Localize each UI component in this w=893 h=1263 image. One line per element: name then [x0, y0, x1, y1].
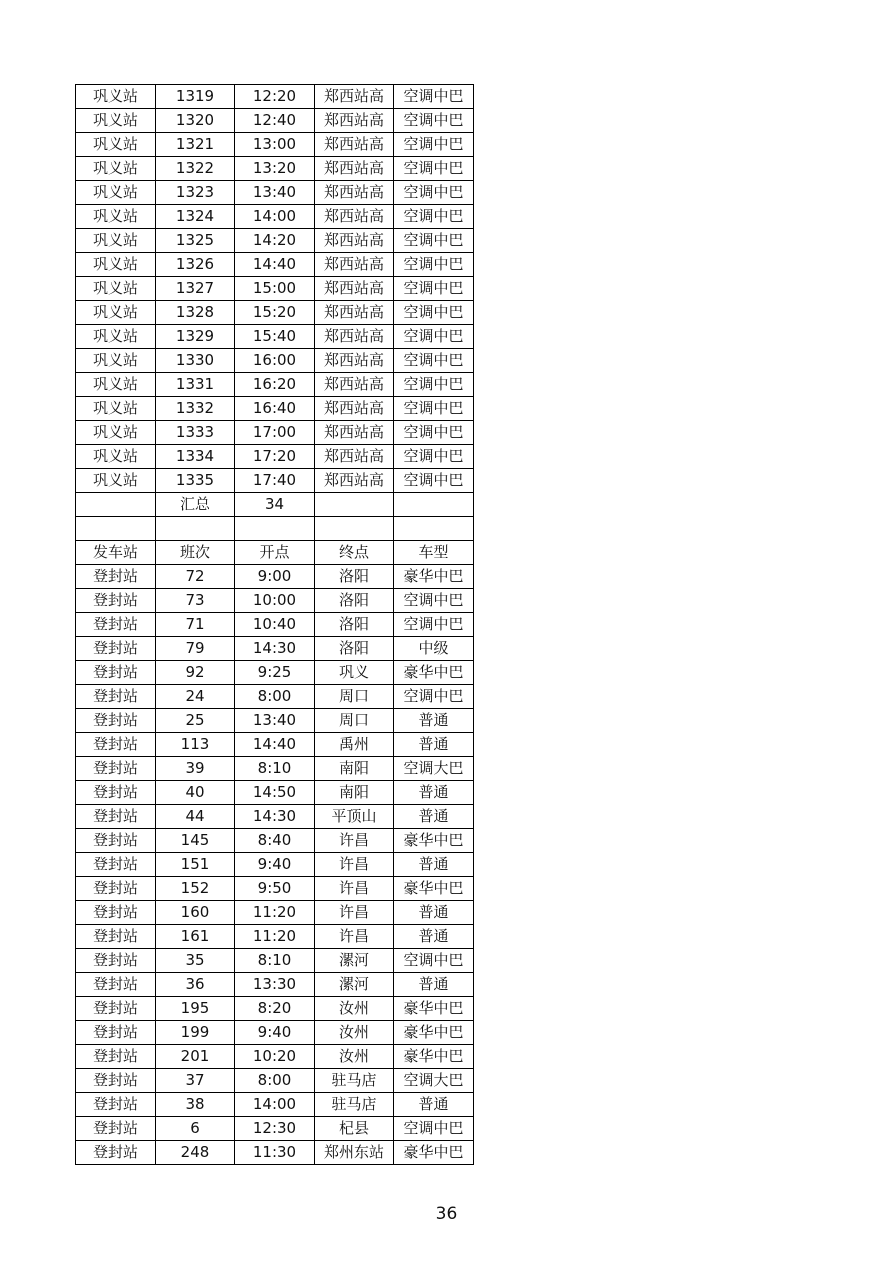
- table-row: [76, 349, 474, 373]
- table-row: [76, 1141, 474, 1165]
- trip-number-cell: 113: [156, 733, 235, 757]
- trip-number-cell: 40: [156, 781, 235, 805]
- table-row: [76, 181, 474, 205]
- departure-time-cell: 13:20: [235, 157, 315, 181]
- page-number: 36: [435, 1204, 458, 1224]
- departure-time-cell: 11:20: [235, 925, 315, 949]
- vehicle-type-cell: 空调中巴: [394, 109, 474, 133]
- departure-station-cell: 登封站: [76, 781, 156, 805]
- destination-cell: 郑西站高: [315, 253, 394, 277]
- departure-time-cell: 14:40: [235, 253, 315, 277]
- departure-station-cell: 巩义站: [76, 397, 156, 421]
- destination-cell: 周口: [315, 709, 394, 733]
- departure-time-cell: 16:00: [235, 349, 315, 373]
- vehicle-type-cell: 普通: [394, 709, 474, 733]
- destination-cell: 南阳: [315, 781, 394, 805]
- departure-time-cell: 11:30: [235, 1141, 315, 1165]
- departure-station-cell: 巩义站: [76, 133, 156, 157]
- trip-number-cell: 1319: [156, 85, 235, 109]
- departure-station-cell: 登封站: [76, 1141, 156, 1165]
- departure-time-cell: 11:20: [235, 901, 315, 925]
- departure-time-cell: 34: [235, 493, 315, 517]
- departure-station-cell: 登封站: [76, 685, 156, 709]
- departure-time-cell: 14:00: [235, 1093, 315, 1117]
- departure-time-cell: 9:00: [235, 565, 315, 589]
- trip-number-cell: 1330: [156, 349, 235, 373]
- destination-cell: 郑西站高: [315, 445, 394, 469]
- destination-cell: 郑西站高: [315, 373, 394, 397]
- vehicle-type-cell: 空调中巴: [394, 1117, 474, 1141]
- table-row: [76, 325, 474, 349]
- trip-number-cell: 1331: [156, 373, 235, 397]
- departure-time-cell: 15:00: [235, 277, 315, 301]
- destination-cell: 郑西站高: [315, 181, 394, 205]
- departure-station-cell: 巩义站: [76, 85, 156, 109]
- departure-time-cell: 9:50: [235, 877, 315, 901]
- departure-station-cell: 登封站: [76, 829, 156, 853]
- trip-number-cell: 24: [156, 685, 235, 709]
- trip-number-cell: 152: [156, 877, 235, 901]
- table-row: [76, 733, 474, 757]
- table-row: [76, 853, 474, 877]
- departure-station-cell: 巩义站: [76, 373, 156, 397]
- trip-number-cell: 160: [156, 901, 235, 925]
- trip-number-cell: 39: [156, 757, 235, 781]
- vehicle-type-cell: 空调中巴: [394, 301, 474, 325]
- bus-schedule-table: [75, 84, 474, 1165]
- vehicle-type-cell: 普通: [394, 925, 474, 949]
- departure-station-cell: 巩义站: [76, 421, 156, 445]
- trip-number-cell: 35: [156, 949, 235, 973]
- trip-number-cell: 1328: [156, 301, 235, 325]
- departure-station-cell: 巩义站: [76, 229, 156, 253]
- destination-cell: 郑西站高: [315, 469, 394, 493]
- vehicle-type-cell: 空调中巴: [394, 229, 474, 253]
- trip-number-cell: 1326: [156, 253, 235, 277]
- trip-number-cell: 1320: [156, 109, 235, 133]
- vehicle-type-cell: 普通: [394, 973, 474, 997]
- destination-cell: 汝州: [315, 1045, 394, 1069]
- table-row: [76, 517, 474, 541]
- departure-station-cell: 发车站: [76, 541, 156, 565]
- destination-cell: 驻马店: [315, 1069, 394, 1093]
- departure-time-cell: 13:30: [235, 973, 315, 997]
- departure-time-cell: 14:00: [235, 205, 315, 229]
- departure-station-cell: 巩义站: [76, 205, 156, 229]
- vehicle-type-cell: 豪华中巴: [394, 565, 474, 589]
- table-row: [76, 109, 474, 133]
- destination-cell: 杞县: [315, 1117, 394, 1141]
- departure-time-cell: 17:00: [235, 421, 315, 445]
- departure-station-cell: 登封站: [76, 925, 156, 949]
- table-row: [76, 133, 474, 157]
- vehicle-type-cell: 空调中巴: [394, 325, 474, 349]
- destination-cell: 洛阳: [315, 637, 394, 661]
- destination-cell: 郑西站高: [315, 421, 394, 445]
- vehicle-type-cell: 空调中巴: [394, 181, 474, 205]
- schedule-body: [76, 85, 474, 1165]
- table-row: [76, 373, 474, 397]
- table-row: [76, 469, 474, 493]
- table-row: [76, 661, 474, 685]
- vehicle-type-cell: 空调中巴: [394, 469, 474, 493]
- departure-time-cell: 14:20: [235, 229, 315, 253]
- departure-station-cell: 登封站: [76, 733, 156, 757]
- vehicle-type-cell: 空调大巴: [394, 757, 474, 781]
- vehicle-type-cell: 空调中巴: [394, 157, 474, 181]
- table-row: [76, 685, 474, 709]
- table-row: [76, 253, 474, 277]
- trip-number-cell: 199: [156, 1021, 235, 1045]
- trip-number-cell: 71: [156, 613, 235, 637]
- trip-number-cell: 38: [156, 1093, 235, 1117]
- destination-cell: 许昌: [315, 829, 394, 853]
- departure-time-cell: 17:20: [235, 445, 315, 469]
- departure-station-cell: 登封站: [76, 805, 156, 829]
- table-row: [76, 421, 474, 445]
- vehicle-type-cell: 空调中巴: [394, 277, 474, 301]
- vehicle-type-cell: 空调中巴: [394, 133, 474, 157]
- trip-number-cell: 145: [156, 829, 235, 853]
- trip-number-cell: 1321: [156, 133, 235, 157]
- trip-number-cell: 班次: [156, 541, 235, 565]
- vehicle-type-cell: 空调中巴: [394, 589, 474, 613]
- table-row: [76, 925, 474, 949]
- trip-number-cell: 151: [156, 853, 235, 877]
- trip-number-cell: 1332: [156, 397, 235, 421]
- destination-cell: 周口: [315, 685, 394, 709]
- departure-station-cell: 登封站: [76, 709, 156, 733]
- departure-time-cell: 10:40: [235, 613, 315, 637]
- table-row: [76, 829, 474, 853]
- departure-station-cell: 巩义站: [76, 253, 156, 277]
- table-row: [76, 973, 474, 997]
- trip-number-cell: 1335: [156, 469, 235, 493]
- vehicle-type-cell: 中级: [394, 637, 474, 661]
- table-row: [76, 1045, 474, 1069]
- table-row: [76, 613, 474, 637]
- departure-time-cell: 14:40: [235, 733, 315, 757]
- departure-station-cell: 登封站: [76, 997, 156, 1021]
- vehicle-type-cell: 车型: [394, 541, 474, 565]
- departure-time-cell: 13:00: [235, 133, 315, 157]
- vehicle-type-cell: 普通: [394, 733, 474, 757]
- vehicle-type-cell: 空调中巴: [394, 253, 474, 277]
- destination-cell: 郑西站高: [315, 157, 394, 181]
- destination-cell: 巩义: [315, 661, 394, 685]
- vehicle-type-cell: 空调中巴: [394, 613, 474, 637]
- vehicle-type-cell: 空调中巴: [394, 205, 474, 229]
- departure-station-cell: 登封站: [76, 757, 156, 781]
- vehicle-type-cell: 空调中巴: [394, 397, 474, 421]
- trip-number-cell: 1329: [156, 325, 235, 349]
- departure-station-cell: 登封站: [76, 1117, 156, 1141]
- table-row: [76, 589, 474, 613]
- departure-station-cell: 登封站: [76, 565, 156, 589]
- table-row: [76, 1069, 474, 1093]
- departure-station-cell: 登封站: [76, 1021, 156, 1045]
- destination-cell: 许昌: [315, 901, 394, 925]
- departure-time-cell: 16:40: [235, 397, 315, 421]
- departure-station-cell: 巩义站: [76, 469, 156, 493]
- trip-number-cell: 汇总: [156, 493, 235, 517]
- trip-number-cell: 6: [156, 1117, 235, 1141]
- table-row: [76, 301, 474, 325]
- vehicle-type-cell: [394, 493, 474, 517]
- vehicle-type-cell: 豪华中巴: [394, 1141, 474, 1165]
- destination-cell: 汝州: [315, 997, 394, 1021]
- vehicle-type-cell: 豪华中巴: [394, 661, 474, 685]
- table-row: [76, 877, 474, 901]
- departure-station-cell: 巩义站: [76, 157, 156, 181]
- departure-time-cell: 13:40: [235, 181, 315, 205]
- table-row: [76, 397, 474, 421]
- departure-time-cell: 12:30: [235, 1117, 315, 1141]
- departure-station-cell: 登封站: [76, 1045, 156, 1069]
- trip-number-cell: 72: [156, 565, 235, 589]
- table-row: [76, 949, 474, 973]
- vehicle-type-cell: [394, 517, 474, 541]
- departure-station-cell: 登封站: [76, 877, 156, 901]
- destination-cell: 洛阳: [315, 589, 394, 613]
- departure-station-cell: 登封站: [76, 589, 156, 613]
- destination-cell: 许昌: [315, 877, 394, 901]
- departure-station-cell: 登封站: [76, 613, 156, 637]
- departure-station-cell: 巩义站: [76, 445, 156, 469]
- trip-number-cell: 1327: [156, 277, 235, 301]
- vehicle-type-cell: 空调中巴: [394, 421, 474, 445]
- trip-number-cell: 1323: [156, 181, 235, 205]
- destination-cell: 洛阳: [315, 565, 394, 589]
- vehicle-type-cell: 空调中巴: [394, 85, 474, 109]
- table-row: [76, 805, 474, 829]
- departure-time-cell: 12:40: [235, 109, 315, 133]
- departure-time-cell: 14:30: [235, 637, 315, 661]
- departure-time-cell: 17:40: [235, 469, 315, 493]
- departure-time-cell: 10:20: [235, 1045, 315, 1069]
- destination-cell: 漯河: [315, 973, 394, 997]
- departure-station-cell: 登封站: [76, 973, 156, 997]
- destination-cell: 许昌: [315, 925, 394, 949]
- table-row: [76, 445, 474, 469]
- destination-cell: 驻马店: [315, 1093, 394, 1117]
- trip-number-cell: 201: [156, 1045, 235, 1069]
- trip-number-cell: 73: [156, 589, 235, 613]
- destination-cell: [315, 493, 394, 517]
- vehicle-type-cell: 普通: [394, 853, 474, 877]
- vehicle-type-cell: 普通: [394, 805, 474, 829]
- trip-number-cell: 161: [156, 925, 235, 949]
- departure-station-cell: 巩义站: [76, 181, 156, 205]
- table-row: [76, 1117, 474, 1141]
- trip-number-cell: 36: [156, 973, 235, 997]
- destination-cell: 平顶山: [315, 805, 394, 829]
- vehicle-type-cell: 空调中巴: [394, 373, 474, 397]
- destination-cell: 郑西站高: [315, 325, 394, 349]
- destination-cell: 郑西站高: [315, 85, 394, 109]
- destination-cell: 郑西站高: [315, 301, 394, 325]
- destination-cell: 郑西站高: [315, 205, 394, 229]
- departure-station-cell: [76, 517, 156, 541]
- destination-cell: 郑西站高: [315, 277, 394, 301]
- destination-cell: 郑西站高: [315, 109, 394, 133]
- destination-cell: 汝州: [315, 1021, 394, 1045]
- departure-time-cell: 14:50: [235, 781, 315, 805]
- trip-number-cell: 1325: [156, 229, 235, 253]
- departure-time-cell: 12:20: [235, 85, 315, 109]
- departure-time-cell: [235, 517, 315, 541]
- destination-cell: 郑州东站: [315, 1141, 394, 1165]
- trip-number-cell: 248: [156, 1141, 235, 1165]
- trip-number-cell: 1322: [156, 157, 235, 181]
- table-row: [76, 637, 474, 661]
- departure-time-cell: 9:25: [235, 661, 315, 685]
- vehicle-type-cell: 普通: [394, 1093, 474, 1117]
- departure-time-cell: 8:00: [235, 1069, 315, 1093]
- departure-station-cell: [76, 493, 156, 517]
- table-row: [76, 757, 474, 781]
- trip-number-cell: 44: [156, 805, 235, 829]
- vehicle-type-cell: 空调中巴: [394, 349, 474, 373]
- departure-station-cell: 巩义站: [76, 301, 156, 325]
- departure-station-cell: 登封站: [76, 661, 156, 685]
- vehicle-type-cell: 豪华中巴: [394, 997, 474, 1021]
- table-row: [76, 493, 474, 517]
- destination-cell: 终点: [315, 541, 394, 565]
- vehicle-type-cell: 豪华中巴: [394, 1021, 474, 1045]
- trip-number-cell: 1333: [156, 421, 235, 445]
- table-row: [76, 565, 474, 589]
- vehicle-type-cell: 豪华中巴: [394, 1045, 474, 1069]
- departure-time-cell: 15:40: [235, 325, 315, 349]
- departure-time-cell: 16:20: [235, 373, 315, 397]
- vehicle-type-cell: 空调大巴: [394, 1069, 474, 1093]
- trip-number-cell: 195: [156, 997, 235, 1021]
- trip-number-cell: 1324: [156, 205, 235, 229]
- trip-number-cell: 79: [156, 637, 235, 661]
- table-row: [76, 541, 474, 565]
- destination-cell: 许昌: [315, 853, 394, 877]
- trip-number-cell: [156, 517, 235, 541]
- departure-time-cell: 15:20: [235, 301, 315, 325]
- table-row: [76, 229, 474, 253]
- trip-number-cell: 92: [156, 661, 235, 685]
- destination-cell: 洛阳: [315, 613, 394, 637]
- departure-time-cell: 开点: [235, 541, 315, 565]
- departure-station-cell: 巩义站: [76, 109, 156, 133]
- destination-cell: 禹州: [315, 733, 394, 757]
- departure-station-cell: 登封站: [76, 637, 156, 661]
- departure-time-cell: 9:40: [235, 853, 315, 877]
- table-row: [76, 997, 474, 1021]
- table-row: [76, 781, 474, 805]
- vehicle-type-cell: 普通: [394, 781, 474, 805]
- vehicle-type-cell: 豪华中巴: [394, 877, 474, 901]
- table-row: [76, 901, 474, 925]
- table-row: [76, 85, 474, 109]
- departure-time-cell: 14:30: [235, 805, 315, 829]
- vehicle-type-cell: 空调中巴: [394, 949, 474, 973]
- table-row: [76, 1093, 474, 1117]
- departure-station-cell: 登封站: [76, 853, 156, 877]
- departure-time-cell: 9:40: [235, 1021, 315, 1045]
- vehicle-type-cell: 普通: [394, 901, 474, 925]
- departure-time-cell: 8:10: [235, 949, 315, 973]
- departure-station-cell: 登封站: [76, 1069, 156, 1093]
- departure-time-cell: 8:00: [235, 685, 315, 709]
- departure-station-cell: 登封站: [76, 949, 156, 973]
- vehicle-type-cell: 空调中巴: [394, 685, 474, 709]
- destination-cell: 郑西站高: [315, 397, 394, 421]
- trip-number-cell: 1334: [156, 445, 235, 469]
- vehicle-type-cell: 空调中巴: [394, 445, 474, 469]
- destination-cell: [315, 517, 394, 541]
- table-row: [76, 205, 474, 229]
- table-row: [76, 1021, 474, 1045]
- departure-time-cell: 13:40: [235, 709, 315, 733]
- vehicle-type-cell: 豪华中巴: [394, 829, 474, 853]
- departure-time-cell: 8:40: [235, 829, 315, 853]
- destination-cell: 郑西站高: [315, 229, 394, 253]
- departure-time-cell: 8:10: [235, 757, 315, 781]
- departure-station-cell: 登封站: [76, 1093, 156, 1117]
- destination-cell: 漯河: [315, 949, 394, 973]
- trip-number-cell: 37: [156, 1069, 235, 1093]
- destination-cell: 南阳: [315, 757, 394, 781]
- table-row: [76, 709, 474, 733]
- departure-station-cell: 巩义站: [76, 277, 156, 301]
- departure-station-cell: 登封站: [76, 901, 156, 925]
- destination-cell: 郑西站高: [315, 133, 394, 157]
- table-row: [76, 157, 474, 181]
- destination-cell: 郑西站高: [315, 349, 394, 373]
- table-row: [76, 277, 474, 301]
- departure-station-cell: 巩义站: [76, 325, 156, 349]
- trip-number-cell: 25: [156, 709, 235, 733]
- departure-time-cell: 8:20: [235, 997, 315, 1021]
- departure-time-cell: 10:00: [235, 589, 315, 613]
- departure-station-cell: 巩义站: [76, 349, 156, 373]
